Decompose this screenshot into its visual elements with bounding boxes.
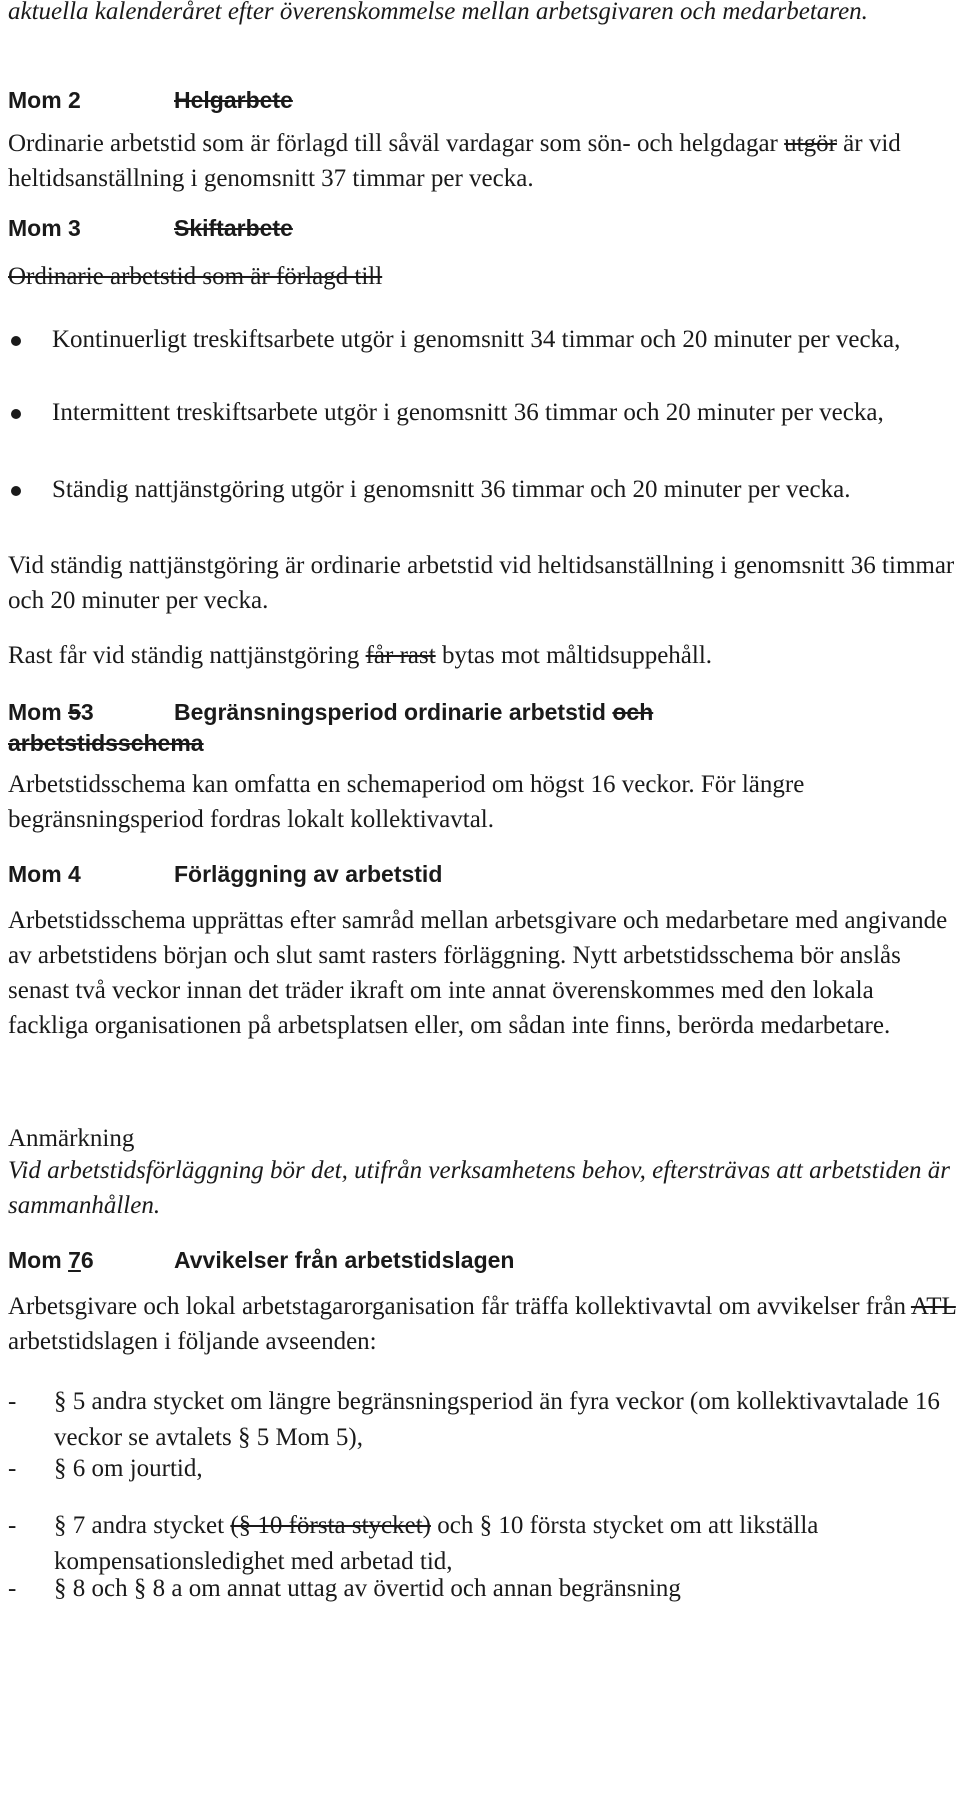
bullet-dot-icon: [11, 486, 21, 496]
mom4-title: Förläggning av arbetstid: [174, 861, 443, 887]
mom2-number: Mom 2: [8, 87, 81, 113]
mom3-break-paragraph: Rast får vid ständig nattjänstgöring får rast bytas mot måltidsuppehåll.: [8, 642, 713, 669]
mom4-number: Mom 4: [8, 861, 81, 887]
mom3-lead: Ordinarie arbetstid som är förlagd till: [8, 263, 383, 290]
mom4-paragraph: Arbetstidsschema upprättas efter samråd mellan arbetsgivare och medarbetare med angivande av arbetstidens början och slut samt rasters förläggning. Nytt arbetstidsschema bör anslås senast två veckor innan det träder ikraft om inte annat överenskommes med den lokala fackliga organisationen på arbetsplatsen eller, om sådan inte finns, berörda medarbetare.: [8, 907, 948, 1039]
mom53-heading: Mom 53 Begränsningsperiod ordinarie arbetstid och arbetstidsschema: [8, 699, 654, 756]
bullet-dot-icon: [11, 409, 21, 419]
mom76-struck-abbr: ATL: [910, 1293, 956, 1320]
document-page: aktuella kalenderåret efter överenskommelse mellan arbetsgivaren och medarbetaren. Mom 2 Helgarbete Ordinarie arbetstid som är förlagd till såväl vardagar som sön- och helgdagar utgör är vid heltidsanställning i genomsnitt 37 timmar per vecka. Mom 3 Skiftarbete Ordinarie arbetstid som är förlagd till Kontinuerligt treskiftsarbete utgör i genomsnitt 34 timmar och 20 minuter per vecka, Intermittent treskiftsarbete utgör i genomsnitt 36 timmar och 20 minuter per vecka, Ständig nattjänstgöring utgör i genomsnitt 36 timmar och 20 minuter per vecka. Vid ständig nattjänstgöring är ordinarie arbetstid vid heltidsanställning i genomsnitt 36 timmar och 20 minuter per vecka. Rast får vid ständig nattjänstgöring får rast bytas mot måltidsuppehåll. Mom 53 Begränsningsperiod ordinarie arbetstid och arbetstidsschema Arbetstidsschema kan omfatta en schemaperiod om högst 16 veckor. För längre begränsningsperiod fordras lokalt kollektivavtal. Mom 4 Förläggning av arbetstid Arbetstidsschema upprättas efter samråd mellan arbetsgivare och medarbetare med angivande av arbetstidens början och slut samt rasters förläggning. Nytt arbetstidsschema bör anslås senast två veckor innan det träder ikraft om inte annat överenskommes med den lokala fackliga organisationen på arbetsplatsen eller, om sådan inte finns, berörda medarbetare. Anmärkning Vid arbetstidsförläggning bör det, utifrån verksamhetens behov, eftersträvas att arbetstiden är sammanhållen. Mom 76 Avvikelser från arbetstidslagen Arbetsgivare och lokal arbetstagarorganisation får träffa kollektivavtal om avvikelser från ATL arbetstidslagen i följande avseenden: - § 5 andra stycket om längre begränsningsperiod än fyra veckor (om kollektivavtalade 16 veckor se avtalets § 5 Mom 5), - § 6 om jourtid, - § 7 andra stycket (§ 10 första stycket) och § 10 första stycket om att likställa kompensationsledighet med arbetad tid, - § 8 och § 8 a om annat uttag av övertid och annan begränsning: [0, 0, 960, 1801]
mom3-title: Skiftarbete: [174, 215, 293, 241]
mom2-paragraph: Ordinarie arbetstid som är förlagd till såväl vardagar som sön- och helgdagar utgör är vid heltidsanställning i genomsnitt 37 timmar per vecka.: [8, 130, 901, 192]
note-text: Vid arbetstidsförläggning bör det, utifrån verksamhetens behov, eftersträvas att arbetstiden är sammanhållen.: [8, 1157, 951, 1219]
mom3-heading: [8, 213, 958, 244]
mom53-paragraph: Arbetstidsschema kan omfatta en schemaperiod om högst 16 veckor. För längre begränsningsperiod fordras lokalt kollektivavtal.: [8, 771, 805, 833]
mom3-night-paragraph: Vid ständig nattjänstgöring är ordinarie arbetstid vid heltidsanställning i genomsnitt 36 timmar och 20 minuter per vecka.: [8, 552, 955, 614]
mom2-title: Helgarbete: [174, 87, 293, 113]
mom76-number: Mom 76: [8, 1247, 94, 1273]
mom4-heading: [8, 859, 958, 890]
mom76-intro-paragraph: Arbetsgivare och lokal arbetstagarorganisation får träffa kollektivavtal om avvikelser från ATL arbetstidslagen i följande avseenden:: [8, 1293, 956, 1355]
mom53-number: Mom 53: [8, 699, 94, 725]
mom3-number: Mom 3: [8, 215, 81, 241]
mom53-title: Begränsningsperiod ordinarie arbetstid: [174, 699, 613, 725]
mom2-struck-word: utgör: [784, 130, 837, 157]
intro-paragraph: aktuella kalenderåret efter överenskommelse mellan arbetsgivaren och medarbetaren.: [8, 0, 868, 25]
mom53-title-struck: arbetstidsschema: [8, 730, 204, 756]
note-heading: Anmärkning: [8, 1125, 135, 1152]
bullet-dot-icon: [11, 336, 21, 346]
mom76-title: Avvikelser från arbetstidslagen: [174, 1247, 515, 1273]
mom76-heading: [8, 1245, 958, 1276]
mom2-heading: [8, 85, 958, 116]
mom3-struck-phrase: får rast: [365, 642, 436, 669]
